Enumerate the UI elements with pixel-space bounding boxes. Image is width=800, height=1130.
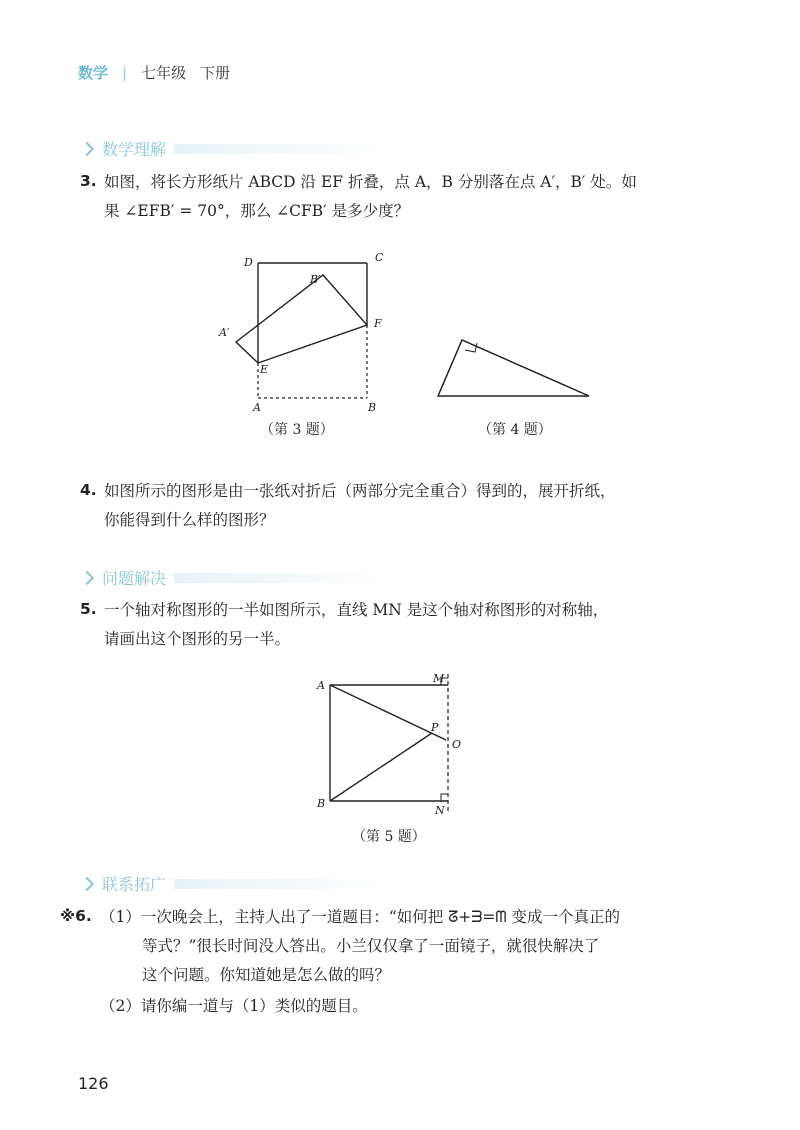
section-rule xyxy=(174,144,382,154)
figure-caption: （第 5 题） xyxy=(352,829,426,845)
chevron-right-icon xyxy=(80,876,94,890)
figure-q4 xyxy=(430,325,600,405)
question-number: 5. xyxy=(80,600,97,618)
section-understanding xyxy=(82,137,382,160)
label-D: D xyxy=(244,256,253,269)
figure-caption: （第 3 题） xyxy=(260,422,334,438)
question-text: 如图，将长方形纸片 ABCD 沿 EF 折叠，点 A，B 分别落在点 A′，B′ 处。如 xyxy=(104,173,637,191)
question-text: 如图所示的图形是由一张纸对折后（两部分完全重合）得到的，展开折纸， xyxy=(104,482,616,500)
figure-q3 xyxy=(200,245,400,420)
label-F: F xyxy=(374,317,382,330)
question-number: 3. xyxy=(80,172,97,190)
label-A: A xyxy=(253,401,261,414)
grade-label: 七年级 xyxy=(141,64,187,82)
figure-q5 xyxy=(310,670,480,820)
question-text: 等式？”很长时间没人答出。小兰仅仅拿了一面镜子，就很快解决了 xyxy=(142,937,600,955)
label-P: P xyxy=(431,721,439,734)
section-rule xyxy=(174,573,382,583)
label-O: O xyxy=(452,738,462,751)
question-text: （2）请你编一道与（1）类似的题目。 xyxy=(100,997,368,1015)
section-rule xyxy=(174,879,382,889)
label-B: B xyxy=(368,401,377,414)
question-text: 这个问题。你知道她是怎么做的吗？ xyxy=(142,966,391,984)
question-number: ※6. xyxy=(60,907,92,925)
question-number: 4. xyxy=(80,481,97,499)
label-E: E xyxy=(260,363,269,376)
question-text: （1）一次晚会上，主持人出了一道题目：“如何把 ᘔ+ᗱ=ᗰ 变成一个真正的 xyxy=(100,908,621,926)
section-extension xyxy=(82,872,382,895)
page-header xyxy=(78,62,230,83)
segment-AP xyxy=(330,685,446,740)
chevron-right-icon xyxy=(80,570,94,584)
label-C: C xyxy=(375,251,384,264)
label-A: A xyxy=(317,679,325,692)
section-problem-solving xyxy=(82,566,382,589)
section-title: 联系拓广 xyxy=(102,875,167,894)
header-separator: | xyxy=(122,64,128,82)
label-B1: B′ xyxy=(310,273,321,286)
section-title: 数学理解 xyxy=(102,140,167,159)
question-text: 你能得到什么样的图形？ xyxy=(104,511,275,529)
label-A1: A′ xyxy=(219,326,230,339)
chevron-right-icon xyxy=(80,141,94,155)
volume-label: 下册 xyxy=(200,64,231,82)
right-angle-mark-N xyxy=(441,794,448,801)
question-text: 果 ∠EFB′ = 70°，那么 ∠CFB′ 是多少度？ xyxy=(104,202,410,220)
label-B: B xyxy=(317,797,326,810)
question-text: 请画出这个图形的另一半。 xyxy=(104,630,291,648)
label-M: M xyxy=(433,672,445,685)
segment-BP xyxy=(330,733,432,801)
figure-caption: （第 4 题） xyxy=(478,422,552,438)
subject-label: 数学 xyxy=(78,64,109,82)
question-text: 一个轴对称图形的一半如图所示，直线 MN 是这个轴对称图形的对称轴， xyxy=(104,601,609,619)
page-number: 126 xyxy=(78,1074,109,1093)
section-title: 问题解决 xyxy=(102,569,167,588)
triangle xyxy=(438,340,589,396)
label-N: N xyxy=(435,804,445,817)
folded-flap xyxy=(236,275,367,363)
